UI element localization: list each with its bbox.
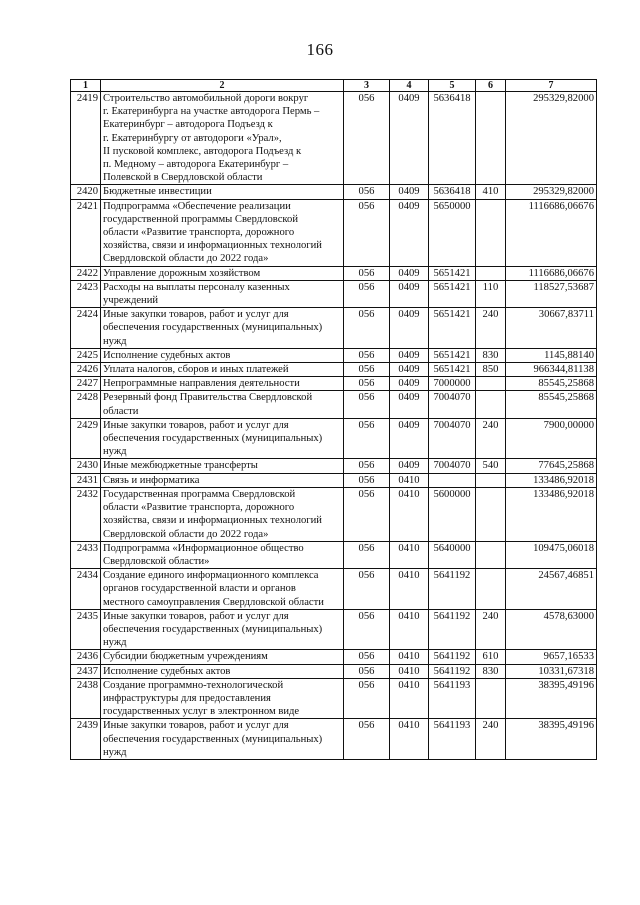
target-article-cell: 5636418	[429, 185, 476, 199]
table-row	[71, 719, 597, 760]
row-number-cell: 2419	[71, 92, 101, 185]
code-cell: 056	[344, 391, 390, 418]
section-cell: 0410	[390, 650, 429, 664]
table-row	[71, 678, 597, 719]
row-name-cell: Иные закупки товаров, работ и услуг для обеспечения государственных (муниципальных) нужд	[101, 609, 344, 650]
table-row	[71, 391, 597, 418]
row-name-cell: Резервный фонд Правительства Свердловской области	[101, 391, 344, 418]
target-article-cell	[429, 473, 476, 487]
code-cell: 056	[344, 459, 390, 473]
row-name-cell: Непрограммные направления деятельности	[101, 377, 344, 391]
row-number-cell: 2439	[71, 719, 101, 760]
section-cell: 0410	[390, 487, 429, 541]
expense-type-cell: 830	[476, 348, 506, 362]
section-cell: 0409	[390, 418, 429, 459]
table-row	[71, 92, 597, 185]
row-name-cell: Расходы на выплаты персоналу казенных учреждений	[101, 280, 344, 307]
amount-cell: 1145,88140	[506, 348, 597, 362]
code-cell: 056	[344, 418, 390, 459]
code-cell: 056	[344, 541, 390, 568]
section-cell: 0409	[390, 199, 429, 266]
row-number-cell: 2420	[71, 185, 101, 199]
target-article-cell: 5640000	[429, 541, 476, 568]
target-article-cell: 5600000	[429, 487, 476, 541]
amount-cell: 133486,92018	[506, 487, 597, 541]
expense-type-cell	[476, 541, 506, 568]
section-cell: 0409	[390, 391, 429, 418]
table-row	[71, 308, 597, 349]
expense-type-cell: 540	[476, 459, 506, 473]
code-cell: 056	[344, 348, 390, 362]
target-article-cell: 5641193	[429, 678, 476, 719]
target-article-cell: 5641192	[429, 650, 476, 664]
target-article-cell: 7004070	[429, 391, 476, 418]
code-cell: 056	[344, 185, 390, 199]
section-cell: 0409	[390, 308, 429, 349]
row-number-cell: 2422	[71, 266, 101, 280]
expense-type-cell	[476, 391, 506, 418]
code-cell: 056	[344, 363, 390, 377]
row-number-cell: 2432	[71, 487, 101, 541]
row-name-cell: Связь и информатика	[101, 473, 344, 487]
expense-type-cell: 110	[476, 280, 506, 307]
expense-type-cell: 830	[476, 664, 506, 678]
column-header: 3	[344, 80, 390, 92]
expense-type-cell: 850	[476, 363, 506, 377]
target-article-cell: 7004070	[429, 459, 476, 473]
table-row	[71, 348, 597, 362]
section-cell: 0409	[390, 348, 429, 362]
code-cell: 056	[344, 473, 390, 487]
row-number-cell: 2426	[71, 363, 101, 377]
row-number-cell: 2430	[71, 459, 101, 473]
table-row	[71, 377, 597, 391]
target-article-cell: 5641192	[429, 569, 476, 610]
expense-type-cell: 410	[476, 185, 506, 199]
table-row	[71, 199, 597, 266]
table-row	[71, 363, 597, 377]
section-cell: 0409	[390, 459, 429, 473]
budget-table	[70, 79, 597, 760]
target-article-cell: 5651421	[429, 266, 476, 280]
target-article-cell: 5651421	[429, 280, 476, 307]
code-cell: 056	[344, 280, 390, 307]
section-cell: 0409	[390, 92, 429, 185]
table-row	[71, 473, 597, 487]
row-number-cell: 2429	[71, 418, 101, 459]
amount-cell: 4578,63000	[506, 609, 597, 650]
section-cell: 0409	[390, 280, 429, 307]
amount-cell: 1116686,06676	[506, 199, 597, 266]
code-cell: 056	[344, 664, 390, 678]
expense-type-cell: 240	[476, 308, 506, 349]
row-number-cell: 2431	[71, 473, 101, 487]
code-cell: 056	[344, 487, 390, 541]
amount-cell: 38395,49196	[506, 719, 597, 760]
target-article-cell: 5651421	[429, 363, 476, 377]
amount-cell: 7900,00000	[506, 418, 597, 459]
column-header: 2	[101, 80, 344, 92]
amount-cell: 109475,06018	[506, 541, 597, 568]
code-cell: 056	[344, 377, 390, 391]
table-row	[71, 609, 597, 650]
table-row	[71, 541, 597, 568]
amount-cell: 295329,82000	[506, 92, 597, 185]
expense-type-cell	[476, 569, 506, 610]
expense-type-cell: 610	[476, 650, 506, 664]
amount-cell: 1116686,06676	[506, 266, 597, 280]
target-article-cell: 5641193	[429, 719, 476, 760]
table-row	[71, 487, 597, 541]
code-cell: 056	[344, 569, 390, 610]
code-cell: 056	[344, 308, 390, 349]
section-cell: 0410	[390, 609, 429, 650]
target-article-cell: 5641192	[429, 609, 476, 650]
table-row	[71, 664, 597, 678]
row-name-cell: Иные закупки товаров, работ и услуг для обеспечения государственных (муниципальных) нужд	[101, 308, 344, 349]
code-cell: 056	[344, 650, 390, 664]
code-cell: 056	[344, 719, 390, 760]
expense-type-cell: 240	[476, 609, 506, 650]
expense-type-cell: 240	[476, 719, 506, 760]
table-row	[71, 650, 597, 664]
target-article-cell: 5650000	[429, 199, 476, 266]
amount-cell: 30667,83711	[506, 308, 597, 349]
row-name-cell: Подпрограмма «Информационное общество Свердловской области»	[101, 541, 344, 568]
row-number-cell: 2437	[71, 664, 101, 678]
row-number-cell: 2438	[71, 678, 101, 719]
row-name-cell: Уплата налогов, сборов и иных платежей	[101, 363, 344, 377]
column-header: 7	[506, 80, 597, 92]
expense-type-cell	[476, 473, 506, 487]
target-article-cell: 7000000	[429, 377, 476, 391]
expense-type-cell	[476, 377, 506, 391]
expense-type-cell: 240	[476, 418, 506, 459]
expense-type-cell	[476, 678, 506, 719]
row-number-cell: 2421	[71, 199, 101, 266]
target-article-cell: 7004070	[429, 418, 476, 459]
row-name-cell: Бюджетные инвестиции	[101, 185, 344, 199]
amount-cell: 118527,53687	[506, 280, 597, 307]
page-number: 166	[306, 40, 334, 59]
column-header: 5	[429, 80, 476, 92]
section-cell: 0410	[390, 678, 429, 719]
row-number-cell: 2424	[71, 308, 101, 349]
row-name-cell: Создание программно-технологической инфраструктуры для предоставления государственных услуг в электронном виде	[101, 678, 344, 719]
amount-cell: 77645,25868	[506, 459, 597, 473]
section-cell: 0410	[390, 473, 429, 487]
row-name-cell: Иные межбюджетные трансферты	[101, 459, 344, 473]
table-header-row	[71, 80, 597, 92]
section-cell: 0410	[390, 541, 429, 568]
row-name-cell: Исполнение судебных актов	[101, 664, 344, 678]
target-article-cell: 5641192	[429, 664, 476, 678]
section-cell: 0409	[390, 377, 429, 391]
column-header: 6	[476, 80, 506, 92]
table-row	[71, 459, 597, 473]
target-article-cell: 5651421	[429, 308, 476, 349]
amount-cell: 85545,25868	[506, 391, 597, 418]
expense-type-cell	[476, 92, 506, 185]
amount-cell: 9657,16533	[506, 650, 597, 664]
amount-cell: 966344,81138	[506, 363, 597, 377]
row-name-cell: Иные закупки товаров, работ и услуг для обеспечения государственных (муниципальных) нужд	[101, 418, 344, 459]
target-article-cell: 5636418	[429, 92, 476, 185]
amount-cell: 24567,46851	[506, 569, 597, 610]
row-name-cell: Иные закупки товаров, работ и услуг для обеспечения государственных (муниципальных) нужд	[101, 719, 344, 760]
row-name-cell: Создание единого информационного комплекса органов государственной власти и органов местного самоуправления Свердловской области	[101, 569, 344, 610]
row-name-cell: Государственная программа Свердловской области «Развитие транспорта, дорожного хозяйства, связи и информационных технологий Свердловской области до 2022 года»	[101, 487, 344, 541]
table-row	[71, 266, 597, 280]
row-number-cell: 2433	[71, 541, 101, 568]
row-number-cell: 2425	[71, 348, 101, 362]
section-cell: 0410	[390, 719, 429, 760]
row-number-cell: 2428	[71, 391, 101, 418]
row-name-cell: Управление дорожным хозяйством	[101, 266, 344, 280]
row-name-cell: Исполнение судебных актов	[101, 348, 344, 362]
section-cell: 0409	[390, 266, 429, 280]
amount-cell: 295329,82000	[506, 185, 597, 199]
code-cell: 056	[344, 609, 390, 650]
row-name-cell: Строительство автомобильной дороги вокруг г. Екатеринбурга на участке автодорога Пермь – Екатеринбург – автодорога Подъезд к г. Екатеринбургу от автодороги «Урал», II пусковой комплекс, автодорога Подъезд к п. Медному – автодорога Екатеринбург – Полевской в Свердловской области	[101, 92, 344, 185]
amount-cell: 38395,49196	[506, 678, 597, 719]
row-name-cell: Подпрограмма «Обеспечение реализации государственной программы Свердловской области «Развитие транспорта, дорожного хозяйства, связи и информационных технологий Свердловской области до 2022 года»	[101, 199, 344, 266]
row-number-cell: 2423	[71, 280, 101, 307]
table-row	[71, 280, 597, 307]
code-cell: 056	[344, 678, 390, 719]
row-number-cell: 2436	[71, 650, 101, 664]
row-name-cell: Субсидии бюджетным учреждениям	[101, 650, 344, 664]
code-cell: 056	[344, 92, 390, 185]
target-article-cell: 5651421	[429, 348, 476, 362]
expense-type-cell	[476, 487, 506, 541]
code-cell: 056	[344, 199, 390, 266]
amount-cell: 133486,92018	[506, 473, 597, 487]
column-header: 1	[71, 80, 101, 92]
row-number-cell: 2427	[71, 377, 101, 391]
row-number-cell: 2435	[71, 609, 101, 650]
row-number-cell: 2434	[71, 569, 101, 610]
amount-cell: 10331,67318	[506, 664, 597, 678]
table-row	[71, 418, 597, 459]
section-cell: 0410	[390, 664, 429, 678]
section-cell: 0409	[390, 185, 429, 199]
expense-type-cell	[476, 266, 506, 280]
table-body	[71, 92, 597, 760]
column-header: 4	[390, 80, 429, 92]
section-cell: 0409	[390, 363, 429, 377]
code-cell: 056	[344, 266, 390, 280]
table-row	[71, 569, 597, 610]
amount-cell: 85545,25868	[506, 377, 597, 391]
table-row	[71, 185, 597, 199]
expense-type-cell	[476, 199, 506, 266]
section-cell: 0410	[390, 569, 429, 610]
